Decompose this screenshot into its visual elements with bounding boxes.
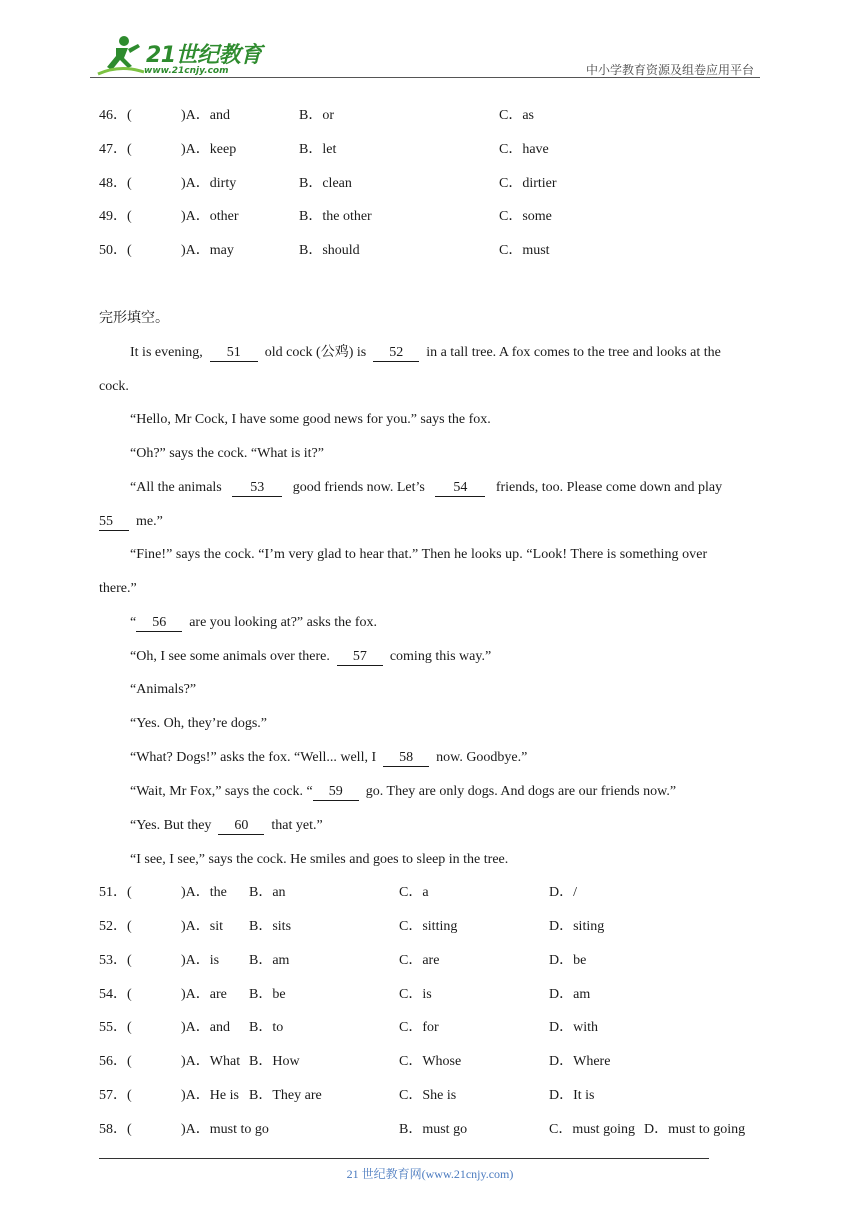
header-divider — [90, 77, 760, 78]
option-c: C．sitting — [399, 919, 458, 934]
option-d: D．It is — [549, 1088, 595, 1103]
page-header — [90, 30, 760, 80]
passage-line: “I see, I see,” says the cock. He smiles and goes to sleep in the tree. — [130, 852, 509, 867]
option-d: D．am — [549, 987, 591, 1002]
blank-57: 57 — [337, 648, 383, 666]
option-d: D．be — [549, 953, 587, 968]
passage-line: “Animals?” — [130, 682, 197, 697]
question-number: 47．( — [99, 142, 132, 157]
option-a: )A．dirty — [181, 176, 237, 191]
passage-line: there.” — [99, 581, 137, 596]
option-c: C．a — [399, 885, 429, 900]
option-a: )A．other — [181, 209, 239, 224]
question-number: 51．( — [99, 885, 132, 900]
question-number: 58．( — [99, 1122, 132, 1137]
passage-line: “Wait, Mr Fox,” says the cock. “ 59 go. They are only dogs. And dogs are our friends now.” — [130, 784, 677, 799]
platform-name: 中小学教育资源及组卷应用平台 — [585, 63, 754, 77]
option-d: D．siting — [549, 919, 605, 934]
option-a: )A．What — [181, 1054, 241, 1069]
passage-line: cock. — [99, 379, 129, 394]
question-number: 56．( — [99, 1054, 132, 1069]
passage-line: “ 56 are you looking at?” asks the fox. — [130, 615, 377, 630]
option-b: B．the other — [299, 209, 372, 224]
option-a: )A．may — [181, 243, 234, 258]
blank-55: 55 — [99, 513, 129, 531]
question-number: 48．( — [99, 176, 132, 191]
option-a: )A．keep — [181, 142, 237, 157]
option-b: B．must go — [399, 1122, 468, 1137]
option-b: B．be — [249, 987, 286, 1002]
option-a: )A．are — [181, 987, 227, 1002]
question-number: 57．( — [99, 1088, 132, 1103]
option-c: C．Whose — [399, 1054, 462, 1069]
option-c: C．are — [399, 953, 440, 968]
option-a: )A．and — [181, 1020, 230, 1035]
passage-line: “Fine!” says the cock. “I’m very glad to hear that.” Then he looks up. “Look! There is something over — [130, 547, 708, 562]
option-b: B．to — [249, 1020, 284, 1035]
question-number: 55．( — [99, 1020, 132, 1035]
option-a: )A．is — [181, 953, 220, 968]
question-number: 49．( — [99, 209, 132, 224]
option-a: )A．the — [181, 885, 227, 900]
section-title: 完形填空。 — [99, 311, 169, 326]
logo-url: www.21cnjy.com — [144, 66, 229, 76]
option-c: C．some — [499, 209, 552, 224]
blank-58: 58 — [383, 749, 429, 767]
option-b: B．How — [249, 1054, 300, 1069]
option-c: C．dirtier — [499, 176, 557, 191]
option-c: C．have — [499, 142, 549, 157]
option-c: C．She is — [399, 1088, 457, 1103]
passage-line: “What? Dogs!” asks the fox. “Well... well, I 58 now. Goodbye.” — [130, 750, 528, 765]
passage-line: It is evening, 51 old cock (公鸡) is 52 in a tall tree. A fox comes to the tree and looks at the — [130, 345, 721, 360]
question-number: 52．( — [99, 919, 132, 934]
footer-divider — [99, 1158, 709, 1159]
footer-text[interactable]: 21 世纪教育网(www.21cnjy.com) — [346, 1167, 514, 1181]
runner-icon — [94, 34, 146, 78]
option-d: D．Where — [549, 1054, 611, 1069]
option-d: D．/ — [549, 885, 577, 900]
passage-line: 55 me.” — [99, 514, 163, 529]
option-c: C．is — [399, 987, 432, 1002]
passage-line: “Oh?” says the cock. “What is it?” — [130, 446, 324, 461]
option-b: B．am — [249, 953, 290, 968]
option-b: B．They are — [249, 1088, 322, 1103]
logo — [94, 34, 264, 78]
question-number: 46．( — [99, 108, 132, 123]
option-b: B．should — [299, 243, 360, 258]
blank-59: 59 — [313, 783, 359, 801]
option-a: )A．sit — [181, 919, 223, 934]
blank-51: 51 — [210, 344, 258, 362]
question-number: 50．( — [99, 243, 132, 258]
option-b: B．sits — [249, 919, 292, 934]
question-number: 54．( — [99, 987, 132, 1002]
option-b: B．or — [299, 108, 334, 123]
passage-line: “Oh, I see some animals over there. 57 coming this way.” — [130, 649, 492, 664]
question-number: 53．( — [99, 953, 132, 968]
blank-56: 56 — [136, 614, 182, 632]
option-c: C．for — [399, 1020, 439, 1035]
option-b: B．an — [249, 885, 286, 900]
passage-line: “All the animals 53 good friends now. Let’s 54 friends, too. Please come down and play — [130, 480, 723, 495]
option-c: C．must — [499, 243, 550, 258]
passage-line: “Yes. Oh, they’re dogs.” — [130, 716, 267, 731]
blank-60: 60 — [218, 817, 264, 835]
passage-line: “Yes. But they 60 that yet.” — [130, 818, 323, 833]
logo-text: 21世纪教育 — [146, 43, 262, 68]
passage-line: “Hello, Mr Cock, I have some good news for you.” says the fox. — [130, 412, 491, 427]
blank-54: 54 — [435, 479, 485, 497]
option-c: C．as — [499, 108, 534, 123]
option-b: B．let — [299, 142, 337, 157]
blank-53: 53 — [232, 479, 282, 497]
option-a: )A．and — [181, 108, 230, 123]
option-a: )A．must to go — [181, 1122, 269, 1137]
option-b: B．clean — [299, 176, 352, 191]
option-d: D．must to going — [644, 1122, 746, 1137]
blank-52: 52 — [373, 344, 419, 362]
option-a: )A．He is — [181, 1088, 239, 1103]
option-d: D．with — [549, 1020, 598, 1035]
option-c: C．must going — [549, 1122, 635, 1137]
